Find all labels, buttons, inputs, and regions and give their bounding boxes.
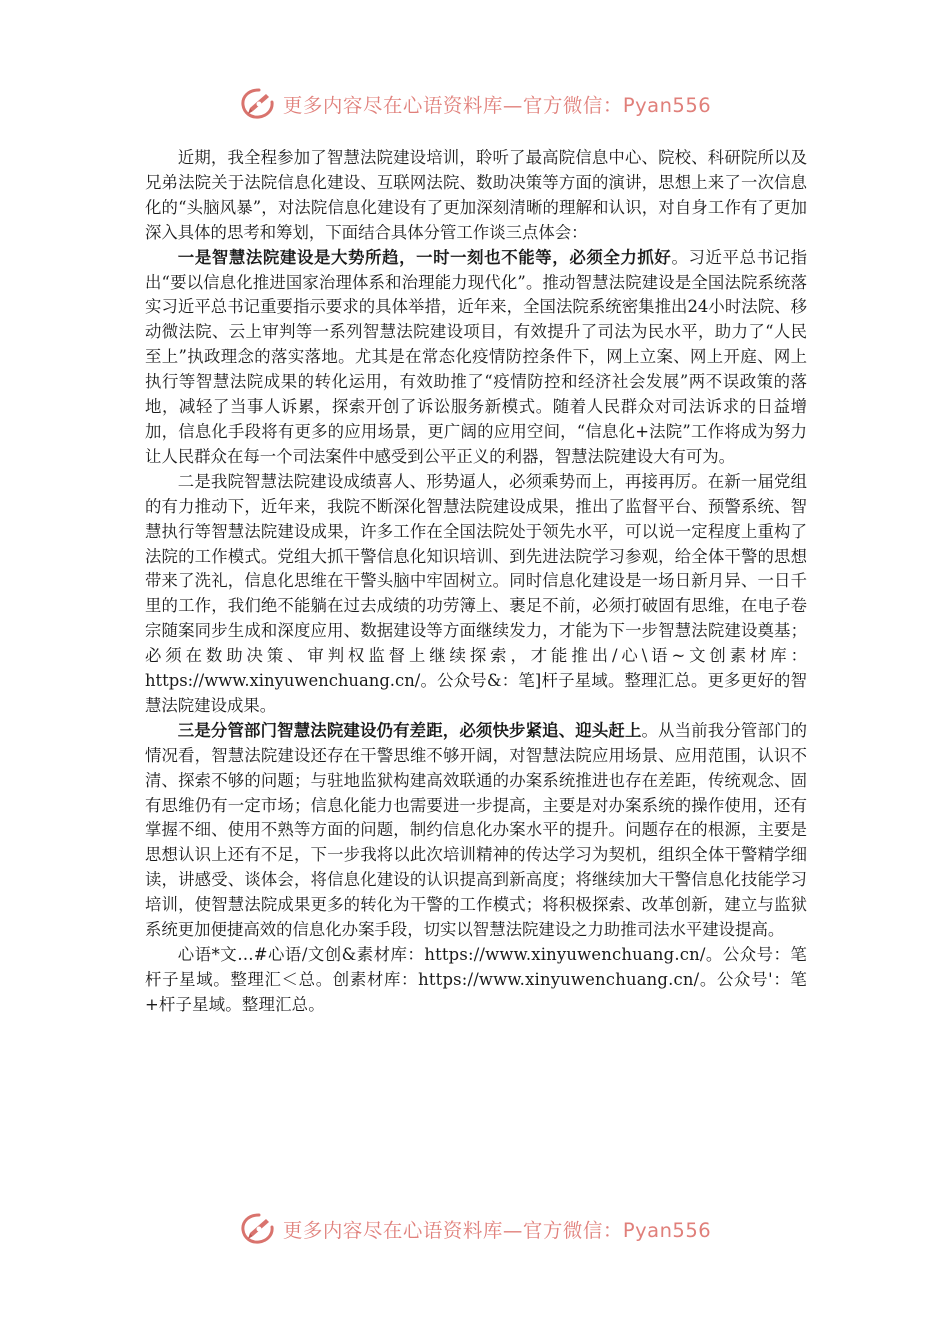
- header-watermark-banner: [0, 84, 950, 124]
- point-one-body: 。习近平总书记指出“要以信息化推进国家治理体系和治理能力现代化”。推动智慧法院建设是全国法院系统落实习近平总书记重要指示要求的具体举措，近年来，全国法院系统密集推出24小时法院、移动微法院、云上审判等一系列智慧法院建设项目，有效提升了司法为民水平，助力了“人民至上”执政理念的落实落地。尤其是在常态化疫情防控条件下，网上立案、网上开庭、网上执行等智慧法院成果的转化运用，有效助推了“疫情防控和经济社会发展”两不误政策的落地，减轻了当事人诉累，探索开创了诉讼服务新模式。随着人民群众对司法诉求的日益增加，信息化手段将有更多的应用场景，更广阔的应用空间，“信息化+法院”工作将成为努力让人民群众在每一个司法案件中感受到公平正义的利器，智慧法院建设大有可为。: [145, 247, 808, 466]
- point-two-body: 在新一届党组的有力推动下，近年来，我院不断深化智慧法院建设成果，推出了监督平台、预警系统、智慧执行等智慧法院建设成果，许多工作在全国法院处于领先水平，可以说一定程度上重构了法院的工作模式。党组大抓干警信息化知识培训、到先进法院学习参观，给全体干警的思想带来了洗礼，信息化思维在干警头脑中牢固树立。同时信息化建设是一场日新月异、一日千里的工作，我们绝不能躺在过去成绩的功劳簿上、裹足不前，必须打破固有思维，在电子卷宗随案同步生成和深度应用、数据建设等方面继续发力，才能为下一步智慧法院建设奠基；必须在数助决策、审判权监督上继续探索，才能推出/心\语~文创素材库：https://www.xinyuwenchuang.cn/。公众号&：笔]杆子星域。整理汇总。更多更好的智慧法院建设成果。: [145, 471, 807, 715]
- source-footnote: 心语*文…#心语/文创&素材库：https://www.xinyuwenchuang.cn/。公众号：笔杆子星域。整理汇＜总。创素材库：https://www.xinyuwenchuang.cn/。公众号'：笔+杆子星域。整理汇总。: [145, 945, 807, 1014]
- point-three-heading: 三是分管部门智慧法院建设仍有差距，必须快步紧追、迎头赶上: [177, 720, 642, 740]
- point-one-heading: 一是智慧法院建设是大势所趋，一时一刻也不能等，必须全力抓好: [177, 247, 672, 267]
- point-one-paragraph: [145, 246, 807, 470]
- banner-text: 更多内容尽在心语资料库—官方微信：Pyan556: [282, 94, 712, 117]
- point-three-paragraph: [145, 719, 807, 943]
- footer-watermark-banner: [0, 1209, 950, 1249]
- pen-swirl-icon: [239, 86, 279, 122]
- pen-swirl-icon: [239, 1211, 279, 1247]
- banner-text: 更多内容尽在心语资料库—官方微信：Pyan556: [282, 1219, 712, 1242]
- point-two-heading: 二是我院智慧法院建设成绩喜人、形势逼人，必须乘势而上，再接再厉。: [177, 471, 708, 491]
- document-body: [145, 146, 807, 1018]
- point-two-paragraph: [145, 470, 807, 719]
- intro-paragraph: 近期，我全程参加了智慧法院建设培训，聆听了最高院信息中心、院校、科研院所以及兄弟法院关于法院信息化建设、互联网法院、数助决策等方面的演讲，思想上来了一次信息化的“头脑风暴”，对法院信息化建设有了更加深刻清晰的理解和认识，对自身工作有了更加深入具体的思考和筹划，下面结合具体分管工作谈三点体会：: [145, 148, 807, 242]
- point-three-body: 。从当前我分管部门的情况看，智慧法院建设还存在干警思维不够开阔，对智慧法院应用场景、应用范围，认识不清、探索不够的问题；与驻地监狱构建高效联通的办案系统推进也存在差距，传统观念、固有思维仍有一定市场；信息化能力也需要进一步提高，主要是对办案系统的操作使用，还有掌握不细、使用不熟等方面的问题，制约信息化办案水平的提升。问题存在的根源，主要是思想认识上还有不足，下一步我将以此次培训精神的传达学习为契机，组织全体干警精学细读，讲感受、谈体会，将信息化建设的认识提高到新高度；将继续加大干警信息化技能学习培训，使智慧法院成果更多的转化为干警的工作模式；将积极探索、改革创新，建立与监狱系统更加便捷高效的信息化办案手段，切实以智慧法院建设之力助推司法水平建设提高。: [145, 720, 807, 940]
